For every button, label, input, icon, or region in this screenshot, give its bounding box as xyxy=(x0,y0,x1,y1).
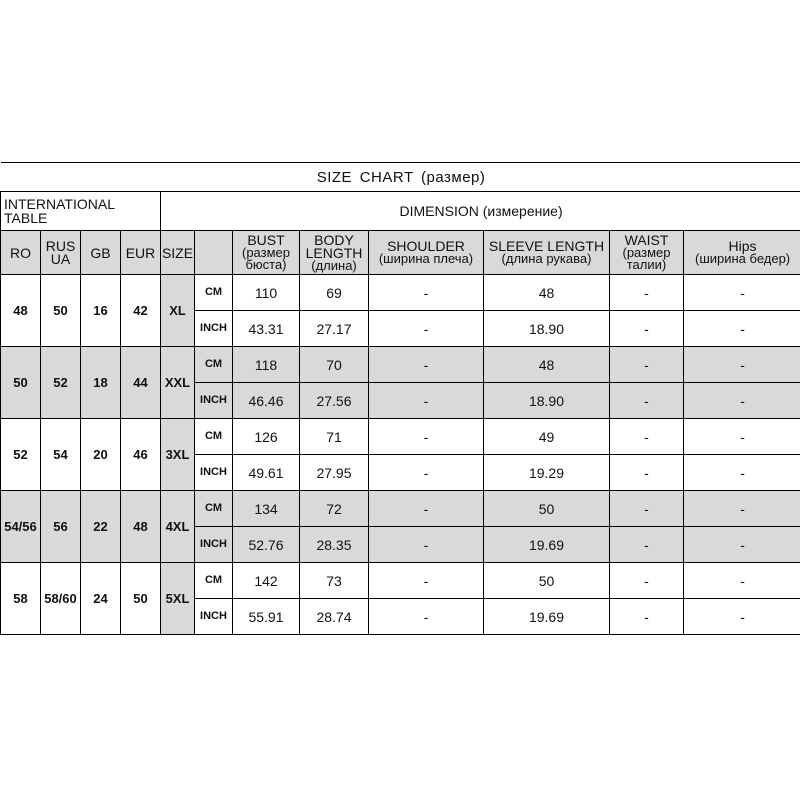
cell-unit-inch: INCH xyxy=(195,455,233,491)
cell-eur: 46 xyxy=(121,419,161,491)
cell-sleeve-inch: 18.90 xyxy=(484,311,610,347)
cell-shoulder-inch: - xyxy=(369,527,484,563)
cell-length-inch: 28.35 xyxy=(300,527,369,563)
col-header-hips: Hips (ширина бедер) xyxy=(684,231,800,275)
cell-sleeve-inch: 19.69 xyxy=(484,599,610,635)
cell-eur: 42 xyxy=(121,275,161,347)
col-header-bust: BUST (размер бюста) xyxy=(233,231,300,275)
cell-bust-cm: 142 xyxy=(233,563,300,599)
cell-length-cm: 72 xyxy=(300,491,369,527)
cell-length-inch: 27.56 xyxy=(300,383,369,419)
cell-shoulder-cm: - xyxy=(369,491,484,527)
cell-bust-cm: 134 xyxy=(233,491,300,527)
cell-unit-cm: CM xyxy=(195,419,233,455)
cell-shoulder-inch: - xyxy=(369,311,484,347)
cell-waist-inch: - xyxy=(610,527,684,563)
cell-hips-cm: - xyxy=(684,563,800,599)
cell-waist-cm: - xyxy=(610,347,684,383)
cell-gb: 16 xyxy=(81,275,121,347)
cell-sleeve-inch: 19.69 xyxy=(484,527,610,563)
cell-waist-inch: - xyxy=(610,455,684,491)
cell-shoulder-cm: - xyxy=(369,275,484,311)
cell-size: XL xyxy=(161,275,195,347)
cell-gb: 18 xyxy=(81,347,121,419)
cell-shoulder-inch: - xyxy=(369,599,484,635)
cell-bust-cm: 110 xyxy=(233,275,300,311)
cell-rus-ua: 56 xyxy=(41,491,81,563)
col-header-sleeve-length: SLEEVE LENGTH (длина рукава) xyxy=(484,231,610,275)
cell-hips-cm: - xyxy=(684,491,800,527)
cell-sleeve-cm: 50 xyxy=(484,563,610,599)
cell-hips-cm: - xyxy=(684,419,800,455)
cell-bust-inch: 43.31 xyxy=(233,311,300,347)
cell-ro: 50 xyxy=(1,347,41,419)
cell-waist-cm: - xyxy=(610,275,684,311)
cell-gb: 24 xyxy=(81,563,121,635)
cell-shoulder-cm: - xyxy=(369,347,484,383)
table-row xyxy=(1,347,800,383)
cell-length-inch: 28.74 xyxy=(300,599,369,635)
cell-unit-cm: CM xyxy=(195,563,233,599)
cell-gb: 22 xyxy=(81,491,121,563)
cell-size: 3XL xyxy=(161,419,195,491)
col-header-ro: RO xyxy=(1,231,41,275)
size-chart-table xyxy=(0,162,800,635)
cell-unit-inch: INCH xyxy=(195,383,233,419)
table-row xyxy=(1,491,800,527)
col-header-body-length: BODY LENGTH (длина) xyxy=(300,231,369,275)
cell-bust-inch: 46.46 xyxy=(233,383,300,419)
col-header-gb: GB xyxy=(81,231,121,275)
cell-hips-cm: - xyxy=(684,347,800,383)
international-table-label: INTERNATIONAL TABLE xyxy=(1,192,161,231)
cell-waist-inch: - xyxy=(610,599,684,635)
cell-shoulder-inch: - xyxy=(369,383,484,419)
cell-unit-inch: INCH xyxy=(195,311,233,347)
cell-size: 5XL xyxy=(161,563,195,635)
cell-waist-inch: - xyxy=(610,383,684,419)
table-row xyxy=(1,275,800,311)
cell-unit-inch: INCH xyxy=(195,527,233,563)
col-header-size: SIZE xyxy=(161,231,195,275)
cell-eur: 44 xyxy=(121,347,161,419)
cell-length-inch: 27.17 xyxy=(300,311,369,347)
cell-length-inch: 27.95 xyxy=(300,455,369,491)
cell-unit-inch: INCH xyxy=(195,599,233,635)
cell-length-cm: 73 xyxy=(300,563,369,599)
col-header-unit xyxy=(195,231,233,275)
cell-sleeve-cm: 48 xyxy=(484,347,610,383)
cell-bust-inch: 49.61 xyxy=(233,455,300,491)
cell-rus-ua: 54 xyxy=(41,419,81,491)
cell-size: XXL xyxy=(161,347,195,419)
cell-eur: 50 xyxy=(121,563,161,635)
cell-unit-cm: CM xyxy=(195,275,233,311)
cell-bust-inch: 55.91 xyxy=(233,599,300,635)
cell-hips-inch: - xyxy=(684,311,800,347)
col-header-eur: EUR xyxy=(121,231,161,275)
col-header-shoulder: SHOULDER (ширина плеча) xyxy=(369,231,484,275)
cell-ro: 54/56 xyxy=(1,491,41,563)
cell-unit-cm: CM xyxy=(195,491,233,527)
cell-sleeve-inch: 18.90 xyxy=(484,383,610,419)
cell-sleeve-cm: 48 xyxy=(484,275,610,311)
cell-eur: 48 xyxy=(121,491,161,563)
cell-waist-cm: - xyxy=(610,419,684,455)
cell-waist-cm: - xyxy=(610,491,684,527)
cell-ro: 52 xyxy=(1,419,41,491)
cell-hips-inch: - xyxy=(684,383,800,419)
cell-sleeve-cm: 49 xyxy=(484,419,610,455)
cell-size: 4XL xyxy=(161,491,195,563)
dimension-label: DIMENSION (измерение) xyxy=(161,192,800,231)
cell-hips-cm: - xyxy=(684,275,800,311)
cell-length-cm: 71 xyxy=(300,419,369,455)
cell-hips-inch: - xyxy=(684,527,800,563)
cell-shoulder-cm: - xyxy=(369,563,484,599)
cell-shoulder-cm: - xyxy=(369,419,484,455)
cell-length-cm: 69 xyxy=(300,275,369,311)
cell-shoulder-inch: - xyxy=(369,455,484,491)
cell-gb: 20 xyxy=(81,419,121,491)
cell-sleeve-cm: 50 xyxy=(484,491,610,527)
cell-length-cm: 70 xyxy=(300,347,369,383)
cell-bust-inch: 52.76 xyxy=(233,527,300,563)
size-chart xyxy=(0,162,800,635)
chart-title: SIZE CHART (размер) xyxy=(1,163,800,192)
col-header-rus-ua: RUS UA xyxy=(41,231,81,275)
cell-hips-inch: - xyxy=(684,599,800,635)
cell-bust-cm: 126 xyxy=(233,419,300,455)
cell-rus-ua: 52 xyxy=(41,347,81,419)
table-row xyxy=(1,419,800,455)
cell-rus-ua: 50 xyxy=(41,275,81,347)
cell-hips-inch: - xyxy=(684,455,800,491)
cell-unit-cm: CM xyxy=(195,347,233,383)
col-header-waist: WAIST (размер талии) xyxy=(610,231,684,275)
cell-ro: 58 xyxy=(1,563,41,635)
cell-bust-cm: 118 xyxy=(233,347,300,383)
cell-waist-inch: - xyxy=(610,311,684,347)
cell-waist-cm: - xyxy=(610,563,684,599)
table-row xyxy=(1,563,800,599)
cell-sleeve-inch: 19.29 xyxy=(484,455,610,491)
cell-ro: 48 xyxy=(1,275,41,347)
cell-rus-ua: 58/60 xyxy=(41,563,81,635)
